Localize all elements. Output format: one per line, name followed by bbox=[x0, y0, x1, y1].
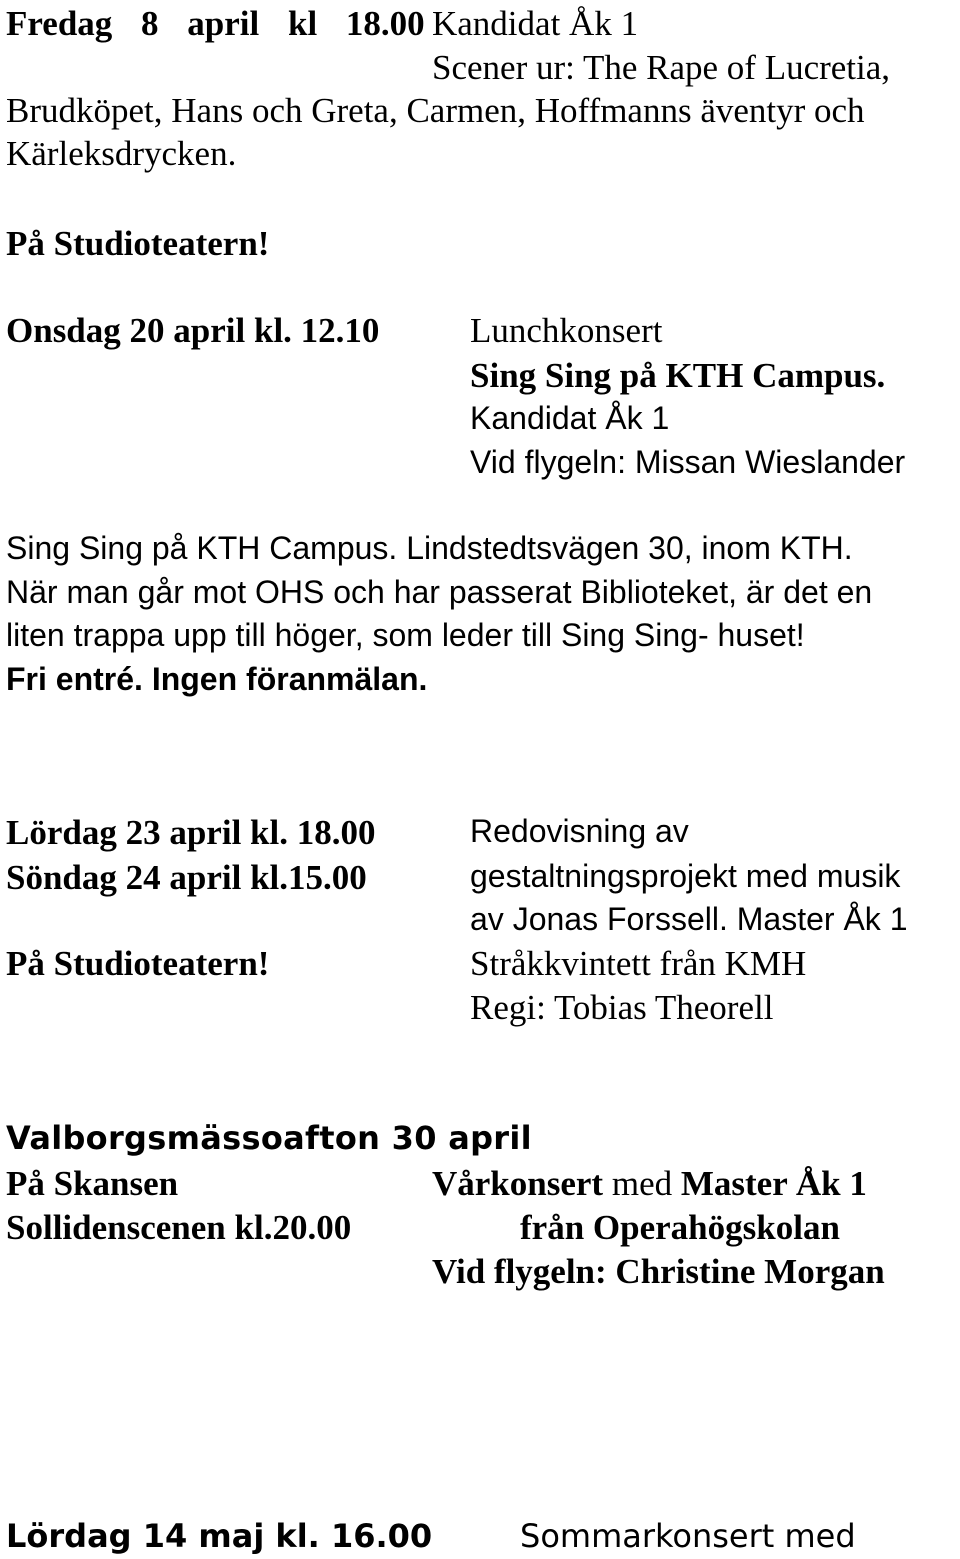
friday-date: Fredag 8 april kl 18.00 bbox=[6, 4, 425, 43]
valborg-venue2: Sollidenscenen kl.20.00 bbox=[6, 1208, 352, 1247]
friday-title: Kandidat Åk 1 bbox=[432, 4, 639, 43]
wednesday-piano-name: Missan Wieslander bbox=[634, 444, 906, 480]
directions-line3: liten trappa upp till höger, som leder till Sing Sing- huset! bbox=[6, 617, 805, 653]
friday-scenes-line1: Scener ur: The Rape of Lucretia, bbox=[432, 48, 891, 87]
wednesday-piano-line bbox=[470, 446, 905, 478]
weekend-desc4: Stråkkvintett från KMH bbox=[470, 944, 807, 983]
weekend-desc3: av Jonas Forssell. Master Åk 1 bbox=[470, 901, 908, 937]
directions-address: Lindstedtsvägen 30, inom KTH. bbox=[406, 530, 853, 566]
valborg-heading: Valborgsmässoafton 30 april bbox=[6, 1119, 532, 1157]
directions-line1 bbox=[6, 532, 853, 564]
wednesday-piano-label: Vid flygeln: bbox=[470, 444, 626, 480]
friday-day bbox=[6, 6, 425, 41]
wednesday-title: Lunchkonsert bbox=[470, 311, 663, 350]
wednesday-performers: Kandidat Åk 1 bbox=[470, 400, 670, 436]
directions-place: Sing Sing på KTH Campus. bbox=[6, 530, 398, 566]
wednesday-location: Sing Sing på KTH Campus. bbox=[470, 356, 886, 395]
valborg-from: från Operahögskolan bbox=[520, 1208, 840, 1247]
valborg-concert-bold2: Master Åk 1 bbox=[680, 1164, 867, 1203]
weekend-desc5: Regi: Tobias Theorell bbox=[470, 988, 774, 1027]
directions-line2: När man går mot OHS och har passerat Biblioteket, är det en bbox=[6, 574, 873, 610]
weekend-venue: På Studioteatern! bbox=[6, 944, 270, 983]
may-title: Sommarkonsert med bbox=[520, 1517, 856, 1555]
weekend-date1: Lördag 23 april kl. 18.00 bbox=[6, 813, 376, 852]
entry-info: Fri entré. Ingen föranmälan. bbox=[6, 661, 428, 697]
friday-scenes-line2: Brudköpet, Hans och Greta, Carmen, Hoffmanns äventyr och bbox=[6, 91, 865, 130]
valborg-concert-mid: med bbox=[611, 1164, 673, 1203]
valborg-venue1: På Skansen bbox=[6, 1164, 179, 1203]
friday-scenes-line3: Kärleksdrycken. bbox=[6, 134, 237, 173]
may-date: Lördag 14 maj kl. 16.00 bbox=[6, 1517, 433, 1555]
valborg-piano: Vid flygeln: Christine Morgan bbox=[432, 1252, 885, 1291]
valborg-concert-bold1: Vårkonsert bbox=[432, 1164, 604, 1203]
weekend-desc2: gestaltningsprojekt med musik bbox=[470, 858, 901, 894]
friday-venue: På Studioteatern! bbox=[6, 224, 270, 263]
weekend-desc1: Redovisning av bbox=[470, 813, 689, 849]
valborg-concert-line bbox=[432, 1166, 867, 1201]
wednesday-date: Onsdag 20 april kl. 12.10 bbox=[6, 311, 380, 350]
weekend-date2: Söndag 24 april kl.15.00 bbox=[6, 858, 367, 897]
